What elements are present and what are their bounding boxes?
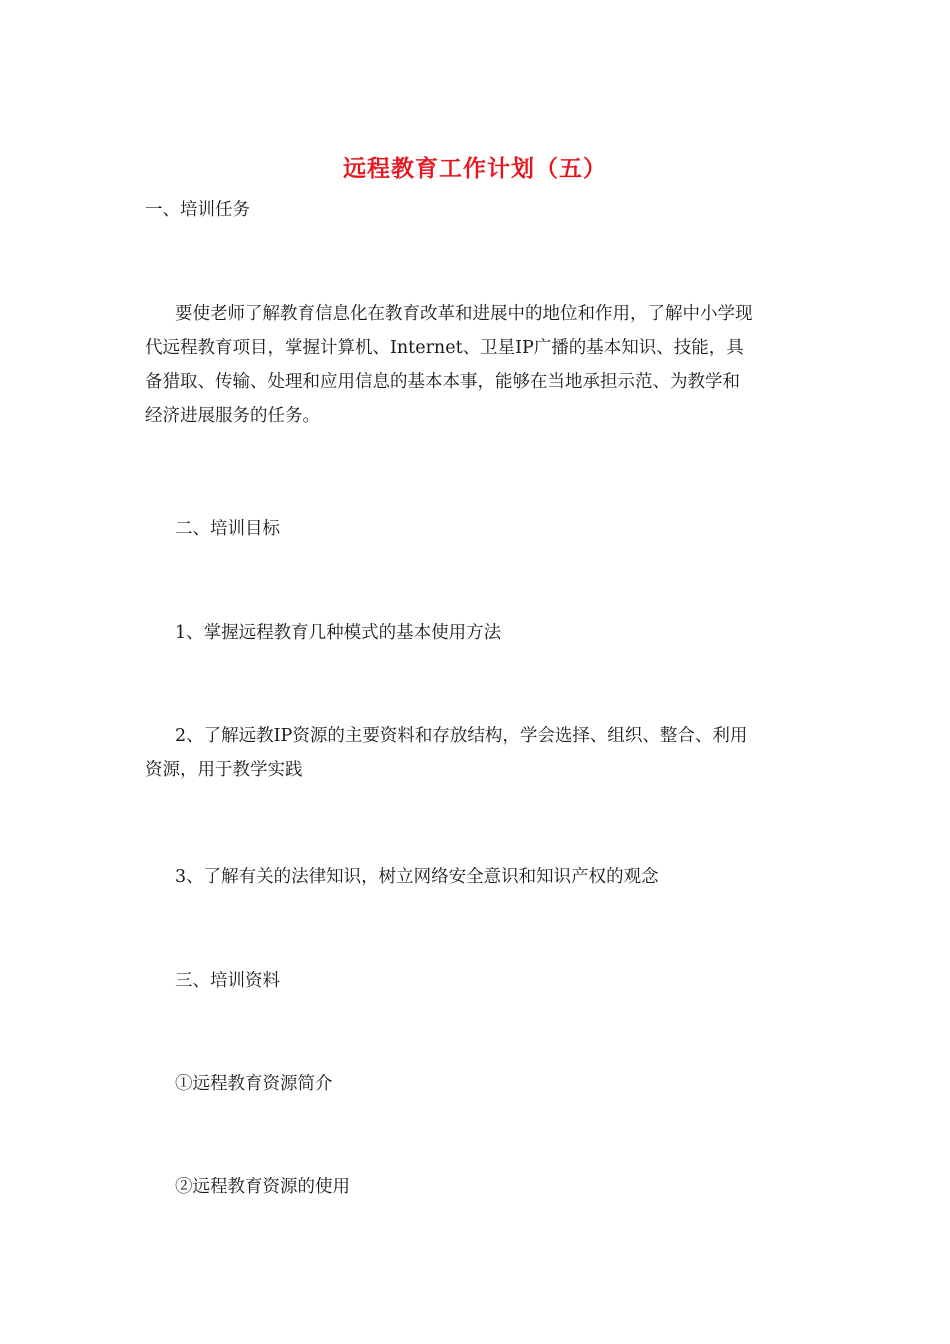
- content-item-1: ①远程教育资源简介: [175, 1074, 333, 1094]
- section-heading-training-goals: 二、培训目标: [175, 519, 280, 539]
- paragraph-line: 经济进展服务的任务。: [145, 406, 320, 426]
- paragraph-line: 代远程教育项目，掌握计算机、Internet、卫星IP广播的基本知识、技能，具: [145, 338, 744, 358]
- goal-item-1: 1、掌握远程教育几种模式的基本使用方法: [175, 623, 502, 643]
- paragraph-line: 2、了解远教IP资源的主要资料和存放结构，学会选择、组织、整合、利用: [175, 726, 748, 746]
- goal-item-3: 3、了解有关的法律知识，树立网络安全意识和知识产权的观念: [175, 867, 659, 887]
- paragraph-line: 要使老师了解教育信息化在教育改革和进展中的地位和作用，了解中小学现: [175, 304, 753, 324]
- paragraph-line: 资源，用于教学实践: [145, 760, 303, 780]
- paragraph-line: 备猎取、传输、处理和应用信息的基本本事，能够在当地承担示范、为教学和: [145, 372, 740, 392]
- section-heading-training-tasks: 一、培训任务: [145, 200, 250, 220]
- section-heading-training-content: 三、培训资料: [175, 971, 280, 991]
- paragraph-training-tasks: [145, 297, 810, 433]
- document-title: 远程教育工作计划（五）: [343, 155, 607, 182]
- content-item-2: ②远程教育资源的使用: [175, 1177, 350, 1197]
- goal-item-2: [145, 719, 810, 787]
